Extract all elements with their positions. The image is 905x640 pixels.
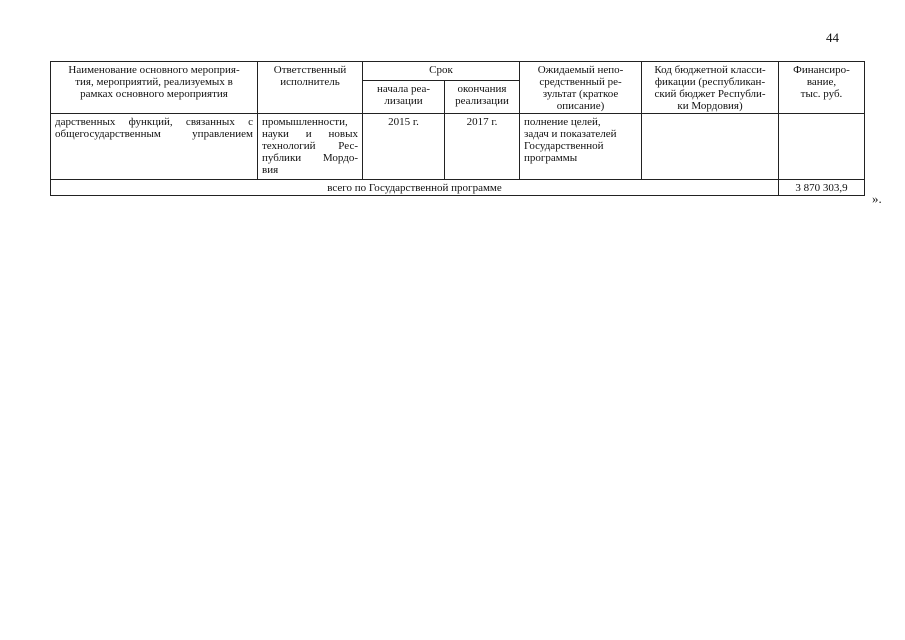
row-start: 2015 г. (363, 114, 445, 180)
header-financing: Финансиро- вание, тыс. руб. (779, 62, 865, 114)
page-number: 44 (826, 30, 839, 45)
row-result: полнение целей, задач и показателей Государственной программы (520, 114, 642, 180)
row-financing (779, 114, 865, 180)
header-result: Ожидаемый непо- средственный ре- зультат (краткое описание) (520, 62, 642, 114)
row-name: дарственных функций, связанных с общегосударственным управлением (51, 114, 258, 180)
total-row (51, 180, 865, 196)
row-executor: промышленности, науки и новых технологий Рес- публики Мордо- вия (258, 114, 363, 180)
header-executor: Ответственный исполнитель (258, 62, 363, 114)
table-row (51, 114, 865, 180)
header-term-end: окончания реализации (445, 80, 520, 113)
row-end: 2017 г. (445, 114, 520, 180)
header-term: Срок (363, 62, 520, 81)
header-term-start: начала реа- лизации (363, 80, 445, 113)
header-row (51, 62, 865, 81)
header-budget-code: Код бюджетной класси- фикации (республикан- ский бюджет Республи- ки Мордовия) (642, 62, 779, 114)
total-label: всего по Государственной программе (51, 180, 779, 196)
total-value: 3 870 303,9 (779, 180, 865, 196)
header-name: Наименование основного мероприя- тия, мероприятий, реализуемых в рамках основного мероприятия (51, 62, 258, 114)
row-budget-code (642, 114, 779, 180)
closing-quote-mark: ». (872, 191, 882, 206)
program-table (50, 61, 865, 196)
